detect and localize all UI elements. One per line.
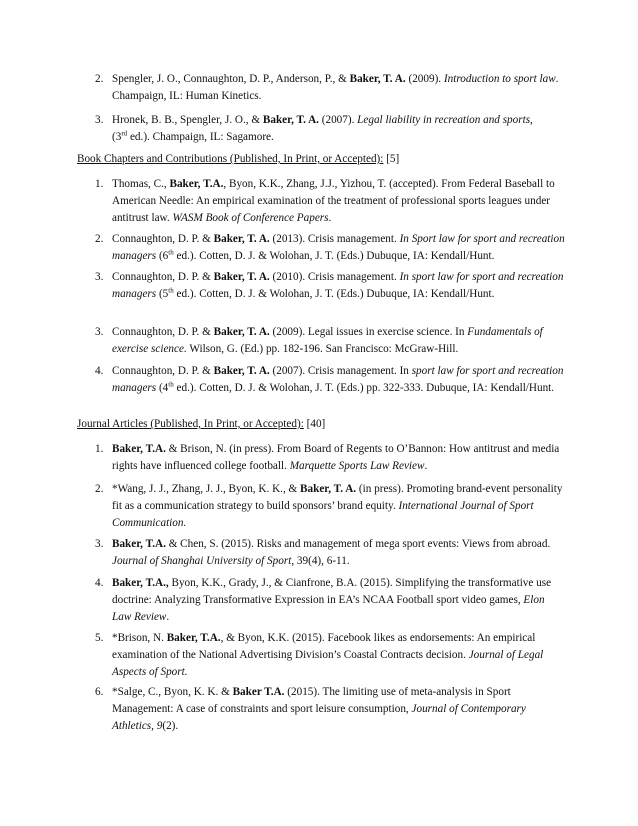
entry-rest: . — [328, 212, 332, 224]
journal-entry — [95, 481, 565, 532]
entry-authors: Connaughton, D. P. & — [112, 365, 214, 377]
entry-rest: ed.). Champaign, IL: Sagamore. — [127, 131, 274, 143]
entry-text — [112, 481, 565, 532]
entry-authors: Spengler, J. O., Connaughton, D. P., Anderson, P., & — [112, 73, 350, 85]
entry-number: 3. — [95, 114, 104, 126]
entry-text — [112, 363, 565, 397]
entry-after: (2015). The limiting use of meta-analysis in Sport Management: A case of constraints and sport leisure consumption, — [112, 686, 511, 715]
chapter-entry — [95, 269, 565, 303]
entry-after: (2010). Crisis management. — [269, 271, 400, 283]
entry-bold-author: Baker, T. A. — [213, 365, 270, 377]
entry-title: Legal liability in recreation and sports, — [357, 114, 533, 126]
entry-bold-author: Baker, T. A. — [262, 114, 319, 126]
entry-bold-author: Baker, T.A. — [112, 443, 166, 455]
entry-authors: Connaughton, D. P. & — [112, 326, 214, 338]
entry-rest: (2). — [162, 720, 179, 732]
entry-title: Introduction to sport law — [443, 73, 556, 85]
entry-authors: Connaughton, D. P. & — [112, 271, 214, 283]
entry-text — [112, 684, 565, 735]
entry-text — [112, 112, 565, 146]
entry-after: (2009). Legal issues in exercise science. In — [269, 326, 468, 338]
entry-number: 2. — [95, 73, 104, 85]
entry-year: (2009). — [405, 73, 444, 85]
entry-rest: ed.). Cotten, D. J. & Wolohan, J. T. (Eds.) Dubuque, IA: Kendall/Hunt. — [173, 250, 495, 262]
entry-bold-author: Baker, T.A. — [112, 538, 166, 550]
entry-text — [112, 630, 565, 681]
entry-year: (2007). — [318, 114, 358, 126]
book-entry — [95, 112, 565, 146]
chapter-entry — [95, 176, 565, 227]
entry-edition: (5 — [156, 288, 169, 300]
entry-text — [112, 536, 565, 570]
entry-after: (2013). Crisis management. — [269, 233, 400, 245]
entry-edition-sup: rd — [121, 129, 128, 138]
chapter-entry — [95, 363, 565, 397]
entry-italic: International Journal of Sport Communication. — [112, 500, 534, 529]
entry-after: Byon, K.K., Grady, J., & Cianfrone, B.A. (2015). Simplifying the transformative use doctrine: Analyzing Transformative Expression in EA’s NCAA Football sport video games, — [112, 577, 552, 606]
book-entry — [95, 71, 565, 105]
entry-after: , & Byon, K.K. (2015). Facebook likes as endorsements: An empirical examination of the National Advertising Division’s Coastal Contracts decision. — [112, 632, 536, 661]
entry-italic: WASM Book of Conference Papers — [172, 212, 329, 224]
entry-number: 3. — [95, 538, 104, 550]
journal-entry — [95, 684, 565, 735]
entry-edition-sup: th — [168, 248, 174, 257]
entry-italic: sport law for sport and recreation managers — [112, 365, 564, 394]
entry-authors: Thomas, C., — [112, 178, 170, 190]
section-heading-journal — [77, 416, 577, 433]
entry-authors: *Salge, C., Byon, K. K. & — [112, 686, 233, 698]
entry-rest: . — [424, 460, 428, 472]
section-heading-label: Book Chapters and Contributions (Published, In Print, or Accepted): — [77, 153, 384, 165]
entry-number: 4. — [95, 577, 104, 589]
journal-entry — [95, 536, 565, 570]
entry-after: & Chen, S. (2015). Risks and management of mega sport events: Views from abroad. — [165, 538, 551, 550]
entry-number: 3. — [95, 326, 104, 338]
entry-authors: Hronek, B. B., Spengler, J. O., & — [112, 114, 263, 126]
entry-authors: Connaughton, D. P. & — [112, 233, 214, 245]
entry-text — [112, 441, 565, 475]
journal-entry — [95, 575, 565, 626]
entry-text — [112, 231, 565, 265]
entry-italic: Elon Law Review — [112, 594, 545, 623]
entry-rest: ed.). Cotten, D. J. & Wolohan, J. T. (Eds.) Dubuque, IA: Kendall/Hunt. — [173, 288, 495, 300]
entry-rest: , 39(4), 6-11. — [291, 555, 350, 567]
entry-bold-author: Baker, T.A., — [112, 577, 169, 589]
entry-authors: *Brison, N. — [112, 632, 167, 644]
entry-text — [112, 575, 565, 626]
entry-bold-author: Baker T.A. — [232, 686, 285, 698]
entry-text — [112, 324, 565, 358]
entry-text — [112, 71, 565, 105]
journal-entry — [95, 630, 565, 681]
entry-edition-sup: th — [168, 286, 174, 295]
entry-italic: Journal of Legal Aspects of Sport. — [112, 649, 544, 678]
entry-number: 1. — [95, 443, 104, 455]
entry-text — [112, 269, 565, 303]
entry-edition: (3 — [112, 131, 122, 143]
entry-after: & Brison, N. (in press). From Board of Regents to O’Bannon: How antitrust and media rights have influenced college football. — [112, 443, 560, 472]
entry-italic: In Sport law for sport and recreation managers — [112, 233, 565, 262]
entry-rest: Wilson, G. (Ed.) pp. 182-196. San Francisco: McGraw-Hill. — [186, 343, 459, 355]
entry-italic: In sport law for sport and recreation managers — [112, 271, 564, 300]
entry-number: 1. — [95, 178, 104, 190]
entry-italic: Journal of Shanghai University of Sport — [112, 555, 292, 567]
entry-after: (2007). Crisis management. In — [269, 365, 412, 377]
entry-bold-author: Baker, T.A. — [166, 632, 221, 644]
entry-after: (in press). Promoting brand-event personality fit as a communication strategy to build sponsors’ brand equity. — [112, 483, 563, 512]
entry-italic: Journal of Contemporary Athletics, 9 — [112, 703, 526, 732]
entry-rest: . Champaign, IL: Human Kinetics. — [112, 73, 559, 102]
entry-number: 2. — [95, 483, 104, 495]
entry-text — [112, 176, 565, 227]
journal-entry — [95, 441, 565, 475]
section-heading-label: Journal Articles (Published, In Print, or Accepted): — [77, 418, 304, 430]
entry-bold-author: Baker, T. A. — [300, 483, 357, 495]
chapter-entry — [95, 231, 565, 265]
entry-rest: . — [166, 611, 170, 623]
section-heading-count: [5] — [383, 153, 400, 165]
entry-number: 5. — [95, 632, 104, 644]
entry-bold-author: Baker, T. A. — [349, 73, 406, 85]
entry-number: 2. — [95, 233, 104, 245]
entry-bold-author: Baker, T. A. — [213, 233, 270, 245]
entry-bold-author: Baker, T. A. — [213, 271, 270, 283]
section-heading-count: [40] — [303, 418, 326, 430]
entry-after: , Byon, K.K., Zhang, J.J., Yizhou, T. (accepted). From Federal Baseball to American Needle: An empirical examination of the treatment of professional sports leagues under antitrust law. — [112, 178, 555, 224]
chapter-entry — [95, 324, 565, 358]
entry-italic: Fundamentals of exercise science. — [112, 326, 543, 355]
section-heading-chapters — [77, 151, 577, 168]
entry-authors: *Wang, J. J., Zhang, J. J., Byon, K. K., & — [112, 483, 301, 495]
entry-edition: (6 — [156, 250, 169, 262]
entry-edition: (4 — [156, 382, 169, 394]
entry-number: 3. — [95, 271, 104, 283]
entry-bold-author: Baker, T.A. — [169, 178, 224, 190]
entry-bold-author: Baker, T. A. — [213, 326, 270, 338]
entry-italic: Marquette Sports Law Review — [289, 460, 425, 472]
entry-number: 6. — [95, 686, 104, 698]
entry-rest: ed.). Cotten, D. J. & Wolohan, J. T. (Eds.) pp. 322-333. Dubuque, IA: Kendall/Hunt. — [173, 382, 555, 394]
entry-edition-sup: th — [168, 380, 174, 389]
entry-number: 4. — [95, 365, 104, 377]
